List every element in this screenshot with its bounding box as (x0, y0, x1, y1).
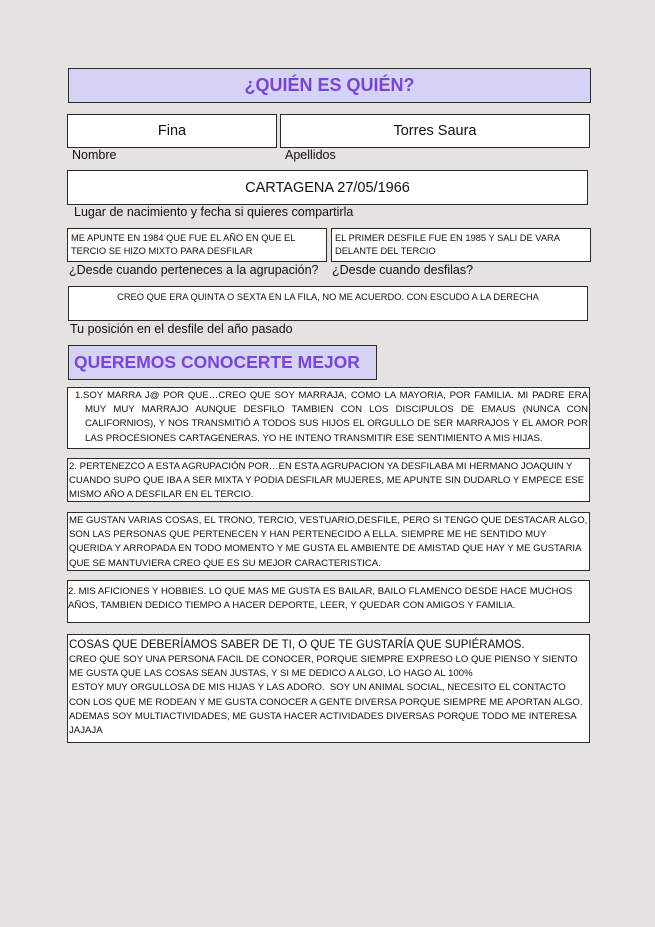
surname-label: Apellidos (285, 148, 336, 162)
page-title: ¿QUIÉN ES QUIÉN? (68, 68, 591, 103)
member-since-field[interactable]: ME APUNTE EN 1984 QUE FUE EL AÑO EN QUE EL TERCIO SE HIZO MIXTO PARA DESFILAR (67, 228, 327, 262)
about-you-line-1: CREO QUE SOY UNA PERSONA FACIL DE CONOCER, PORQUE SIEMPRE EXPRESO LO QUE PIENSO Y SIENTO ME GUSTA QUE LAS COSAS SEAN JUSTAS, Y SI ME DEDICO A ALGO, LO HAGO AL 100% (69, 654, 578, 680)
section-title: QUEREMOS CONOCERTE MEJOR (68, 345, 377, 380)
surname-field[interactable]: Torres Saura (280, 114, 590, 148)
about-you-line-2: ESTOY MUY ORGULLOSA DE MIS HIJAS Y LAS ADORO. SOY UN ANIMAL SOCIAL, NECESITO EL CONTACTO CON LOS QUE ME RODEAN Y ME GUSTA CONOCER A GENTE DIVERSA PORQUE SIEMPRE ME APORTAN ALGO. ADEMAS SOY MULTIACTIVIDADES, ME GUSTA HACER ACTIVIDADES DIVERSAS PORQUE TODO ME INTERESA JAJAJA (69, 682, 588, 737)
birth-field[interactable]: CARTAGENA 27/05/1966 (67, 170, 588, 205)
answer-why-marrajo[interactable]: 1.SOY MARRA J@ POR QUE…CREO QUE SOY MARRAJA, COMO LA MAYORIA, POR FAMILIA. MI PADRE ERA MUY MUY MARRAJO AUNQUE DESFILO TAMBIEN CON LOS DISCIPULOS DE EMAUS (NUNCA CON CALIFORNIOS), Y NOS TRANSMITIÓ A TODOS SUS HIJOS EL ORGULLO DE SER MARRAJOS Y EL AMOR POR LAS PROCESIONES CARTAGENERAS. YO HE INTENO TRANSMITIR ESE SENTIMIENTO A MIS HIJAS. (67, 387, 590, 449)
first-name-label: Nombre (72, 148, 117, 162)
first-name-field[interactable]: Fina (67, 114, 277, 148)
birth-label: Lugar de nacimiento y fecha si quieres compartirla (74, 205, 354, 219)
position-label: Tu posición en el desfile del año pasado (70, 322, 293, 336)
position-field[interactable]: CREO QUE ERA QUINTA O SEXTA EN LA FILA, NO ME ACUERDO. CON ESCUDO A LA DERECHA (68, 286, 588, 321)
parade-since-label: ¿Desde cuando desfilas? (332, 263, 474, 277)
parade-since-field[interactable]: EL PRIMER DESFILE FUE EN 1985 Y SALI DE VARA DELANTE DEL TERCIO (331, 228, 591, 262)
answer-about-you[interactable] (67, 634, 590, 743)
member-since-label: ¿Desde cuando perteneces a la agrupación? (69, 263, 319, 277)
answer-what-you-like[interactable]: ME GUSTAN VARIAS COSAS, EL TRONO, TERCIO, VESTUARIO,DESFILE, PERO SI TENGO QUE DESTACAR ALGO, SON LAS PERSONAS QUE PERTENECEN Y HAN PERTENECIDO A ELLA. SIEMPRE ME HE SENTIDO MUY QUERIDA Y ARROPADA EN TODO MOMENTO Y ME GUSTA EL AMBIENTE DE AMISTAD QUE HAY Y ME GUSTARIA QUE SE MANTUVIERA CREO QUE ES SU MEJOR CARACTERISTICA. (67, 512, 590, 571)
about-you-heading: COSAS QUE DEBERÍAMOS SABER DE TI, O QUE TE GUSTARÍA QUE SUPIÉRAMOS. (69, 639, 525, 651)
answer-hobbies[interactable]: 2. MIS AFICIONES Y HOBBIES. LO QUE MAS ME GUSTA ES BAILAR, BAILO FLAMENCO DESDE HACE MUCHOS AÑOS, TAMBIEN DEDICO TIEMPO A HACER DEPORTE, LEER, Y QUEDAR CON AMIGOS Y FAMILIA. (67, 580, 590, 623)
answer-why-group[interactable]: 2. PERTENEZCO A ESTA AGRUPACIÓN POR…EN ESTA AGRUPACION YA DESFILABA MI HERMANO JOAQUIN Y CUANDO SUPO QUE IBA A SER MIXTA Y PODIA DESFILAR MUJERES, ME APUNTE SIN DUDARLO Y EMPECE ESE MISMO AÑO A DESFILAR EN EL TERCIO. (67, 458, 590, 502)
